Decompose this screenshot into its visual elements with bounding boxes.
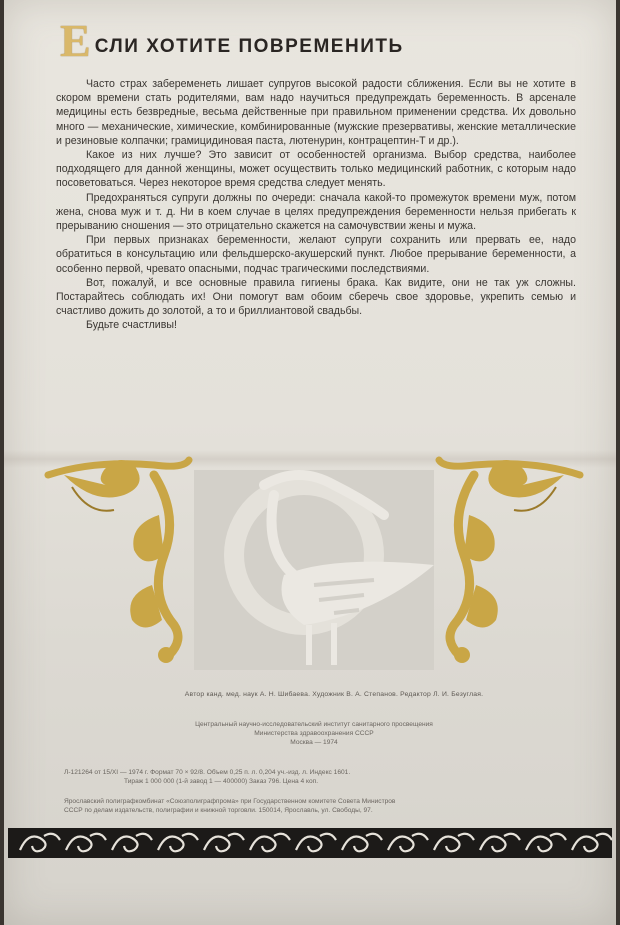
paragraph: При первых признаках беременности, желают супруги сохранить или прервать ее, надо обратиться в консультацию или фельдшерско-акушерский пункт. Любое прерывание беременности, а особенно первой, чревато опасными, подчас трагическими последствиями. bbox=[56, 234, 576, 275]
right-ornament-icon bbox=[439, 460, 580, 663]
printer-line: Ярославский полиграфкомбинат «Союзполиграфпрома» при Государственном комитете Совета Министров bbox=[64, 798, 396, 805]
paragraph: Вот, пожалуй, и все основные правила гигиены брака. Как видите, они не так уж сложны. Постарайтесь соблюдать их! Они помогут вам обоим сберечь свое здоровье, укрепить семью и счастливо дожить до золотой, а то и бриллиантовой свадьбы. bbox=[56, 276, 576, 318]
imprint-line: Тираж 1 000 000 (1-й завод 1 — 400000) Заказ 796. Цена 4 коп. bbox=[124, 778, 319, 785]
decorative-illustration bbox=[34, 455, 594, 670]
imprint-info bbox=[64, 768, 574, 786]
decorative-border bbox=[8, 828, 612, 858]
imprint-line: Л-121264 от 15/XI — 1974 г. Формат 70 × 92/8. Объем 0,25 п. л. 0,204 уч.-изд. л. Индекс 1601. bbox=[64, 769, 351, 776]
paragraph: Часто страх забеременеть лишает супругов высокой радости сближения. Если вы не хотите в скором времени стать родителями, вам надо научиться предупреждать беременность. В арсенале медицины есть безвредные, весьма действенные при правильном применении средства. Их довольно много — механические, химические, комбинированные (мужские презервативы, женские металлические и резиновые колпачки; грамицидиновая паста, лютенурин, контрацептин-Т и др.). bbox=[56, 78, 576, 147]
title-initial-letter: Е bbox=[60, 15, 91, 66]
closing-line: Будьте счастливы! bbox=[86, 319, 177, 332]
article-body bbox=[56, 77, 576, 333]
publisher-info bbox=[94, 720, 534, 747]
publisher-line: Москва — 1974 bbox=[290, 739, 338, 746]
stork-emblem-icon bbox=[194, 470, 434, 670]
printer-line: СССР по делам издательств, полиграфии и книжной торговли. 150014, Ярославль, ул. Свободы, 97. bbox=[64, 807, 373, 814]
leaflet-page bbox=[4, 0, 616, 925]
title-text: СЛИ ХОТИТЕ ПОВРЕМЕНИТЬ bbox=[94, 36, 404, 57]
author-credits: Автор канд. мед. наук А. Н. Шибаева. Художник В. А. Степанов. Редактор Л. И. Безуглая. bbox=[184, 691, 484, 698]
publisher-line: Центральный научно-исследовательский институт санитарного просвещения bbox=[195, 721, 433, 728]
paragraph: Какое из них лучше? Это зависит от особенностей организма. Выбор средства, наиболее подходящего для данной женщины, может осуществить только медицинский работник, с которым надо посоветоваться. Через некоторое время средства следует менять. bbox=[56, 149, 576, 190]
paragraph: Предохраняться супруги должны по очереди: сначала какой-то промежуток времени муж, потом жена, снова муж и т. д. Ни в коем случае в целях предупреждения беременности нельзя прибегать к прерыванию сношения — это отрицательно скажется на самочувствии жены и мужа. bbox=[56, 191, 576, 233]
printer-info bbox=[64, 797, 574, 815]
page-title bbox=[60, 14, 600, 64]
publisher-line: Министерства здравоохранения СССР bbox=[254, 730, 374, 737]
left-ornament-icon bbox=[48, 460, 189, 663]
